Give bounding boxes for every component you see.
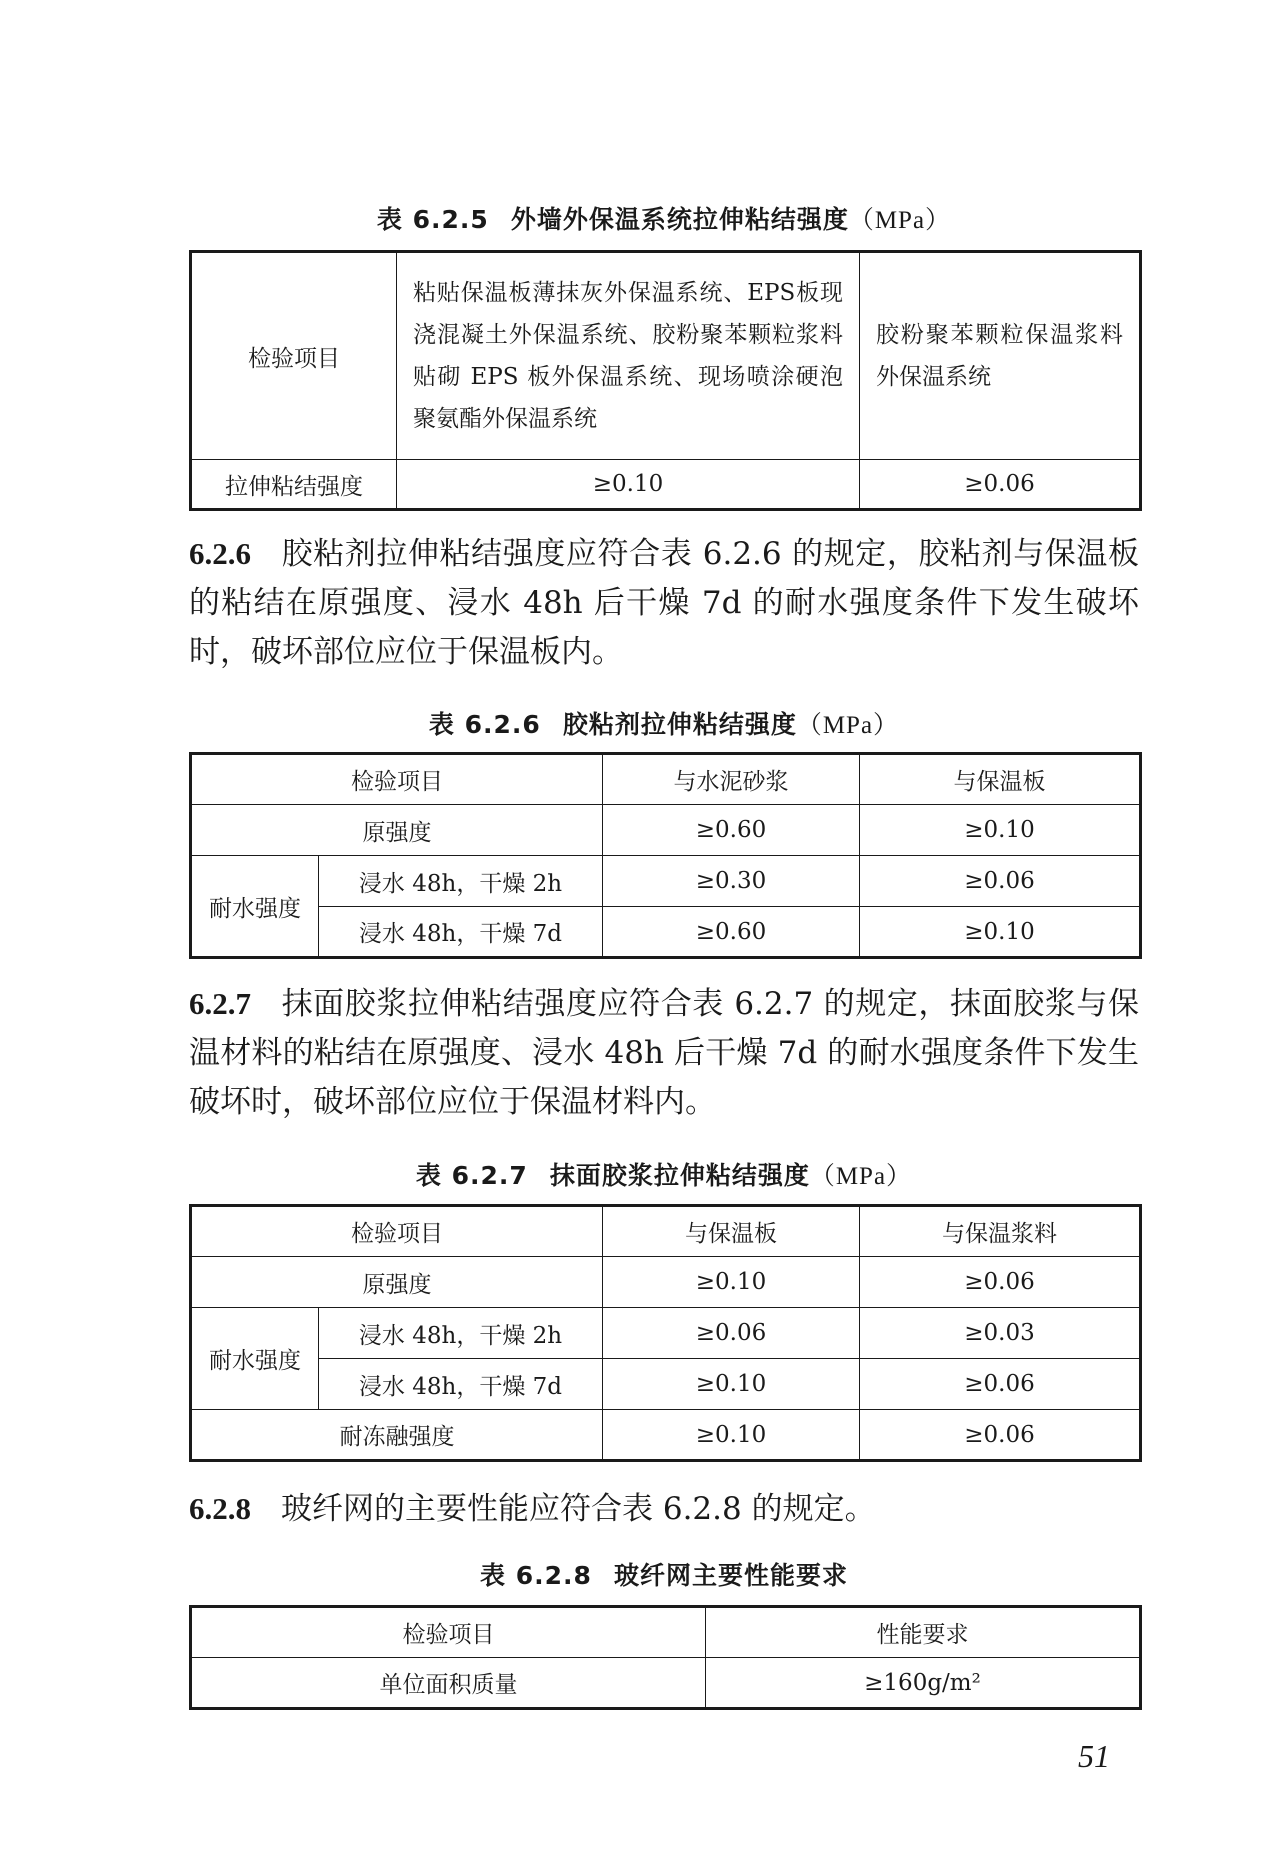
table-627-row-2h-v2: ≥0.03 [860, 1308, 1141, 1359]
table-626-caption [189, 705, 1139, 741]
table-626-row-7d-label: 浸水 48h，干燥 7d [319, 907, 603, 958]
table-625-header-item: 检验项目 [191, 252, 397, 460]
table-627-row-original-v1: ≥0.10 [603, 1257, 860, 1308]
table-627-row-original-v2: ≥0.06 [860, 1257, 1141, 1308]
clause-627-text: 抹面胶浆拉伸粘结强度应符合表 6.2.7 的规定，抹面胶浆与保温材料的粘结在原强度、浸水 48h 后干燥 7d 的耐水强度条件下发生破坏时，破坏部位应位于保温材料内。 [189, 986, 1139, 1120]
table-627-header-board: 与保温板 [603, 1206, 860, 1257]
table-627-caption-title: 抹面胶浆拉伸粘结强度 [549, 1161, 810, 1190]
table-627 [189, 1204, 1142, 1462]
clause-628-number: 6.2.8 [189, 1491, 251, 1526]
table-625-row-value-a: ≥0.10 [397, 460, 860, 510]
table-626-group-water: 耐水强度 [191, 856, 319, 958]
table-625-caption [189, 200, 1139, 236]
table-625-caption-number: 表 6.2.5 [376, 205, 489, 234]
table-628-caption-number: 表 6.2.8 [480, 1561, 592, 1590]
table-627-header-item: 检验项目 [191, 1206, 603, 1257]
table-625-header-systems-b: 胶粉聚苯颗粒保温浆料外保温系统 [860, 252, 1141, 460]
table-626-row-2h-v1: ≥0.30 [603, 856, 860, 907]
table-627-row-7d-label: 浸水 48h，干燥 7d [319, 1359, 603, 1410]
table-626-row-original-v1: ≥0.60 [603, 805, 860, 856]
clause-626 [189, 529, 1139, 677]
table-627-row-freeze-label: 耐冻融强度 [191, 1410, 603, 1461]
table-626-row-7d-v1: ≥0.60 [603, 907, 860, 958]
table-626-header-board: 与保温板 [860, 754, 1141, 805]
table-625-caption-unit: （MPa） [848, 207, 952, 234]
table-626-caption-number: 表 6.2.6 [428, 710, 541, 739]
table-627-row-freeze-v2: ≥0.06 [860, 1410, 1141, 1461]
clause-628-text: 玻纤网的主要性能应符合表 6.2.8 的规定。 [281, 1491, 876, 1527]
table-627-row-2h-v1: ≥0.06 [603, 1308, 860, 1359]
table-626 [189, 752, 1142, 959]
table-628-header-item: 检验项目 [191, 1607, 706, 1658]
table-626-row-original-label: 原强度 [191, 805, 603, 856]
table-627-header-mortar: 与保温浆料 [860, 1206, 1141, 1257]
table-628-row-mass-value: ≥160g/m² [706, 1658, 1141, 1709]
table-626-header-mortar: 与水泥砂浆 [603, 754, 860, 805]
table-628 [189, 1605, 1142, 1710]
clause-626-text: 胶粘剂拉伸粘结强度应符合表 6.2.6 的规定，胶粘剂与保温板的粘结在原强度、浸水 48h 后干燥 7d 的耐水强度条件下发生破坏时，破坏部位应位于保温板内。 [189, 536, 1139, 670]
table-628-header-requirement: 性能要求 [706, 1607, 1141, 1658]
table-627-caption-unit: （MPa） [809, 1163, 913, 1190]
table-627-caption [189, 1156, 1139, 1192]
table-625-row-value-b: ≥0.06 [860, 460, 1141, 510]
table-625-header-systems-a: 粘贴保温板薄抹灰外保温系统、EPS板现浇混凝土外保温系统、胶粉聚苯颗粒浆料贴砌 EPS 板外保温系统、现场喷涂硬泡聚氨酯外保温系统 [397, 252, 860, 460]
table-627-row-freeze-v1: ≥0.10 [603, 1410, 860, 1461]
clause-627 [189, 979, 1139, 1127]
table-626-caption-unit: （MPa） [796, 712, 900, 739]
page-number: 51 [1078, 1738, 1110, 1774]
table-626-row-2h-v2: ≥0.06 [860, 856, 1141, 907]
table-625-row-label: 拉伸粘结强度 [191, 460, 397, 510]
clause-628 [189, 1484, 1139, 1534]
table-627-caption-number: 表 6.2.7 [415, 1161, 528, 1190]
table-627-row-7d-v1: ≥0.10 [603, 1359, 860, 1410]
table-628-row-mass-label: 单位面积质量 [191, 1658, 706, 1709]
table-626-caption-title: 胶粘剂拉伸粘结强度 [562, 710, 797, 739]
table-625 [189, 250, 1142, 511]
table-626-header-item: 检验项目 [191, 754, 603, 805]
table-627-row-7d-v2: ≥0.06 [860, 1359, 1141, 1410]
table-626-row-original-v2: ≥0.10 [860, 805, 1141, 856]
table-626-row-2h-label: 浸水 48h，干燥 2h [319, 856, 603, 907]
table-627-group-water: 耐水强度 [191, 1308, 319, 1410]
table-627-row-original-label: 原强度 [191, 1257, 603, 1308]
table-627-row-2h-label: 浸水 48h，干燥 2h [319, 1308, 603, 1359]
clause-627-number: 6.2.7 [189, 986, 251, 1021]
table-628-caption-title: 玻纤网主要性能要求 [613, 1561, 848, 1590]
table-628-caption [189, 1556, 1139, 1592]
table-625-caption-title: 外墙外保温系统拉伸粘结强度 [510, 205, 849, 234]
clause-626-number: 6.2.6 [189, 536, 251, 571]
table-626-row-7d-v2: ≥0.10 [860, 907, 1141, 958]
